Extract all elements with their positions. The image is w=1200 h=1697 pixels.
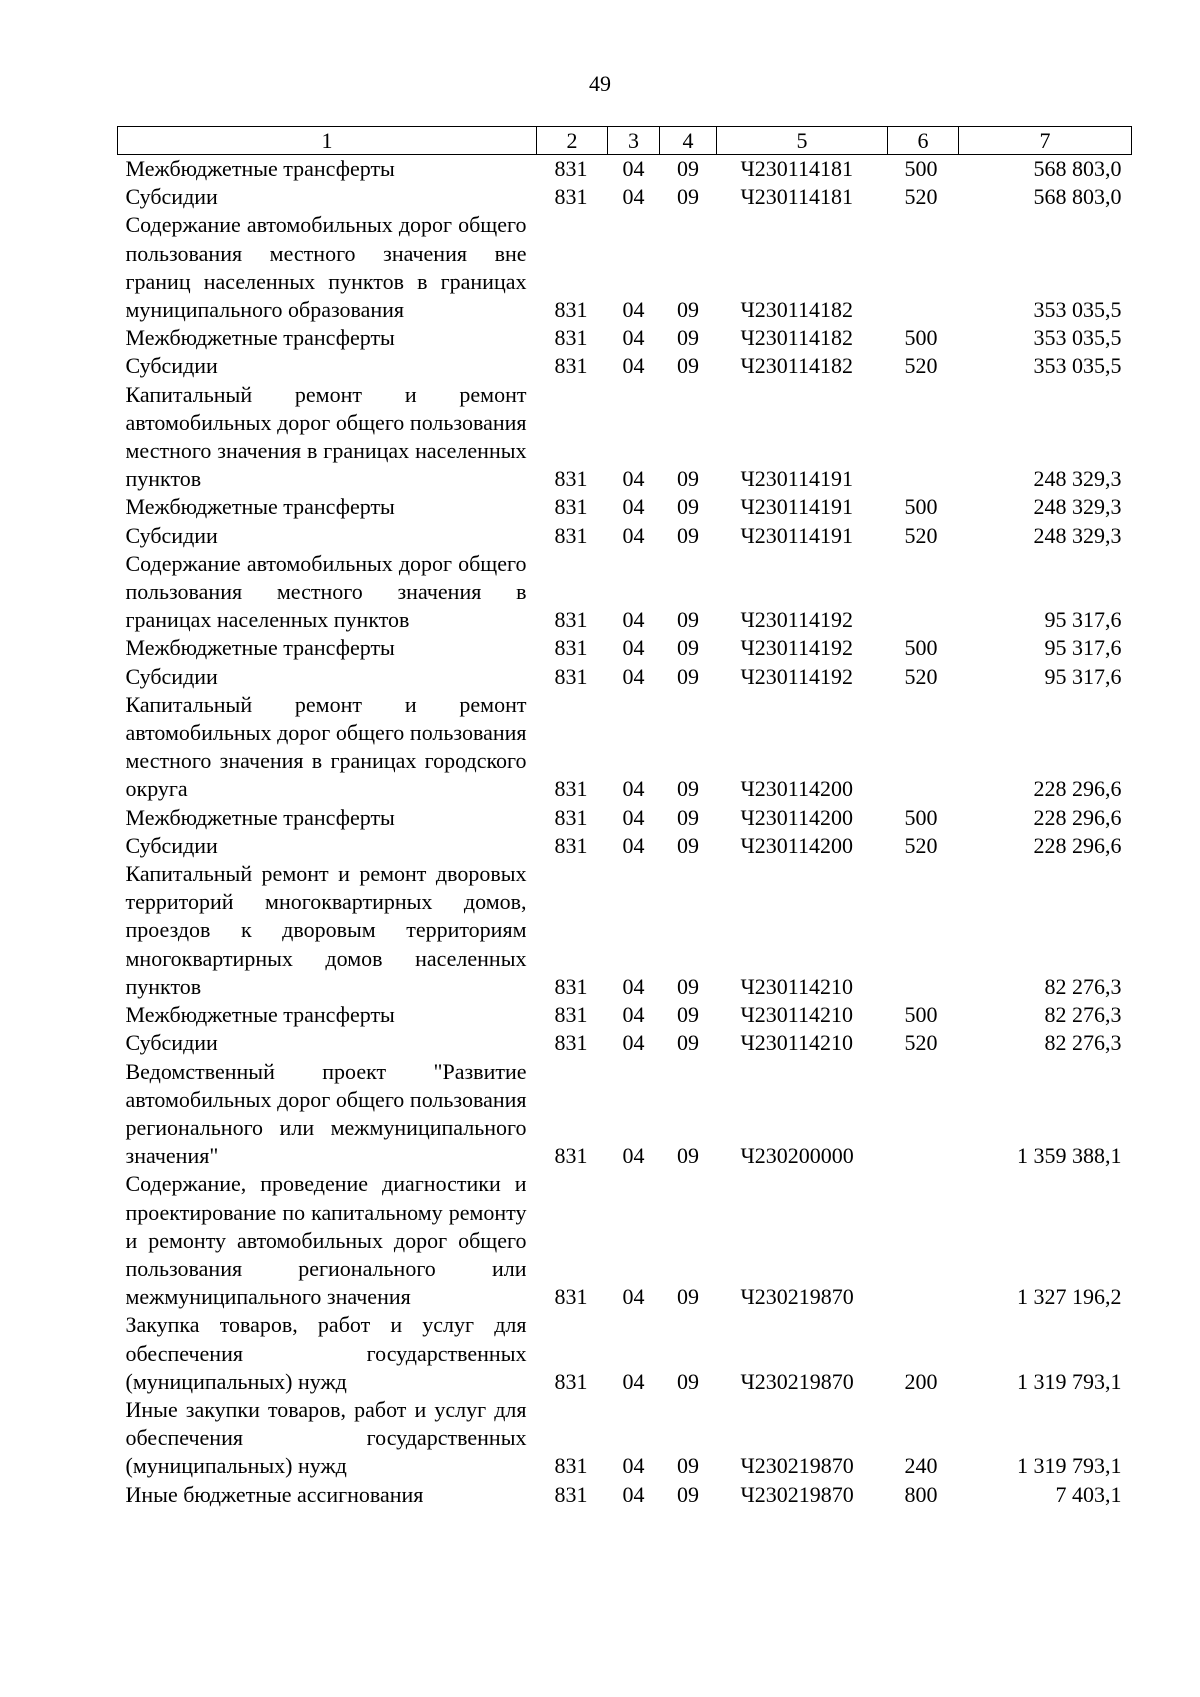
header-row [118,127,1132,155]
row-expense-type-cell: 520 [904,522,938,548]
row-code-cell: 831 [554,156,588,181]
row-subsection-cell: 09 [677,156,699,181]
table-header [118,127,1132,155]
table-row [118,691,1132,804]
row-expense-type-cell [888,860,959,1001]
table-row [118,663,1132,691]
row-section-cell: 04 [622,804,645,830]
row-subsection-cell: 09 [677,494,699,520]
row-name-cell [118,1170,537,1311]
row-amount-cell: 1 319 793,1 [1017,1368,1122,1394]
table-row [118,493,1132,521]
row-amount-cell: 353 035,5 [1033,325,1122,351]
row-name-text: Межбюджетные трансферты [125,804,395,830]
row-target-cell: Ч230200000 [740,1143,854,1169]
row-name-cell [118,550,537,635]
row-subsection-cell: 09 [677,184,699,210]
row-target-cell: Ч230114181 [740,156,853,181]
row-amount-cell: 228 296,6 [1033,804,1122,830]
row-subsection-cell: 09 [677,1481,699,1507]
row-name-cell [118,634,537,662]
row-code-cell: 831 [554,1030,588,1056]
row-code-cell: 831 [554,1368,588,1394]
row-amount-cell: 82 276,3 [1044,973,1122,999]
row-name-cell [118,663,537,691]
row-amount-cell: 568 803,0 [1033,156,1122,181]
row-target-cell: Ч230219870 [740,1368,854,1394]
row-section-cell: 04 [622,1368,645,1394]
row-amount-cell: 353 035,5 [1033,353,1122,379]
row-target-cell: Ч230114182 [740,353,853,379]
row-target-cell: Ч230114191 [740,466,853,492]
column-header-1: 1 [118,127,537,155]
row-code-cell: 831 [554,973,588,999]
row-amount-cell: 353 035,5 [1033,297,1122,323]
column-header-6: 6 [888,127,959,155]
row-code-cell: 831 [554,1143,588,1169]
row-code-cell: 831 [554,522,588,548]
row-amount-cell: 248 329,3 [1033,522,1122,548]
row-section-cell: 04 [622,353,645,379]
row-subsection-cell: 09 [677,973,699,999]
row-expense-type-cell: 520 [904,353,938,379]
row-name-text: Субсидии [125,353,218,379]
table-row [118,522,1132,550]
row-section-cell: 04 [622,1453,645,1479]
row-section-cell: 04 [622,522,645,548]
row-section-cell: 04 [622,1284,645,1310]
row-code-cell: 831 [554,776,588,802]
row-name-text: Капитальный ремонт и ремонт автомобильных дорог общего пользования местного значения в границах населенных пунктов [125,381,527,492]
row-name-text: Ведомственный проект "Развитие автомобильных дорог общего пользования регионального или межмуниципального значения" [125,1058,527,1169]
row-expense-type-cell: 500 [904,635,938,661]
table-row [118,1396,1132,1481]
row-section-cell: 04 [622,1143,645,1169]
row-section-cell: 04 [622,1002,645,1028]
row-section-cell: 04 [622,184,645,210]
row-subsection-cell: 09 [677,522,699,548]
row-expense-type-cell: 500 [904,1002,938,1028]
row-section-cell: 04 [622,832,645,858]
column-header-7: 7 [959,127,1132,155]
row-section-cell: 04 [622,663,645,689]
row-name-cell [118,1001,537,1029]
table-row [118,860,1132,1001]
row-code-cell: 831 [554,494,588,520]
table-row [118,183,1132,211]
row-target-cell: Ч230114200 [740,832,853,858]
row-subsection-cell: 09 [677,297,699,323]
row-name-cell [118,832,537,860]
row-section-cell: 04 [622,776,645,802]
row-subsection-cell: 09 [677,353,699,379]
row-name-text: Иные бюджетные ассигнования [125,1481,424,1507]
row-name-cell [118,522,537,550]
row-name-cell [118,155,537,184]
row-name-cell [118,211,537,324]
row-name-cell [118,1311,537,1396]
row-name-cell [118,324,537,352]
budget-table [117,126,1132,1509]
row-subsection-cell: 09 [677,663,699,689]
row-code-cell: 831 [554,1481,588,1507]
row-expense-type-cell [888,1058,959,1171]
table-row [118,381,1132,494]
row-target-cell: Ч230114210 [740,1002,853,1028]
row-subsection-cell: 09 [677,1143,699,1169]
row-expense-type-cell: 200 [904,1368,938,1394]
row-name-cell [118,381,537,494]
row-amount-cell: 248 329,3 [1033,494,1122,520]
row-code-cell: 831 [554,832,588,858]
table-row [118,155,1132,184]
row-code-cell: 831 [554,804,588,830]
row-name-text: Межбюджетные трансферты [125,494,395,520]
row-name-text: Содержание, проведение диагностики и проектирование по капитальному ремонту и ремонту автомобильных дорог общего пользования регионального или межмуниципального значения [125,1171,527,1310]
row-name-text: Межбюджетные трансферты [125,156,395,181]
column-header-3: 3 [608,127,660,155]
row-amount-cell: 95 317,6 [1044,635,1122,661]
row-name-cell [118,691,537,804]
row-name-text: Капитальный ремонт и ремонт дворовых территорий многоквартирных домов, проездов к дворовым территориям многоквартирных домов населенных пунктов [125,861,527,999]
row-subsection-cell: 09 [677,1002,699,1028]
row-expense-type-cell: 500 [904,494,938,520]
row-target-cell: Ч230114192 [740,635,853,661]
row-amount-cell: 1 327 196,2 [1017,1284,1122,1310]
row-section-cell: 04 [622,607,645,633]
row-subsection-cell: 09 [677,1453,699,1479]
row-target-cell: Ч230114181 [740,184,853,210]
row-subsection-cell: 09 [677,635,699,661]
table-row [118,1001,1132,1029]
row-expense-type-cell: 240 [904,1453,938,1479]
row-code-cell: 831 [554,353,588,379]
page-number: 49 [589,71,611,96]
table-row [118,634,1132,662]
row-target-cell: Ч230114192 [740,607,853,633]
row-section-cell: 04 [622,973,645,999]
row-target-cell: Ч230114182 [740,297,853,323]
row-amount-cell: 228 296,6 [1033,832,1122,858]
column-header-4: 4 [660,127,717,155]
table-row [118,550,1132,635]
row-subsection-cell: 09 [677,466,699,492]
row-expense-type-cell [888,1170,959,1311]
row-name-text: Иные закупки товаров, работ и услуг для обеспечения государственных (муниципальных) нужд [125,1396,527,1479]
row-target-cell: Ч230114200 [740,804,853,830]
row-name-text: Закупка товаров, работ и услуг для обеспечения государственных (муниципальных) нужд [125,1312,527,1394]
row-name-text: Межбюджетные трансферты [125,1002,395,1028]
row-section-cell: 04 [622,1481,645,1507]
row-name-text: Межбюджетные трансферты [125,635,395,661]
table-row [118,1311,1132,1396]
row-target-cell: Ч230114182 [740,325,853,351]
row-code-cell: 831 [554,1002,588,1028]
row-code-cell: 831 [554,466,588,492]
row-section-cell: 04 [622,466,645,492]
row-name-text: Содержание автомобильных дорог общего пользования местного значения в границах населенных пунктов [125,550,527,633]
column-header-5: 5 [717,127,888,155]
row-code-cell: 831 [554,607,588,633]
row-amount-cell: 82 276,3 [1044,1002,1122,1028]
row-expense-type-cell [888,550,959,635]
row-amount-cell: 95 317,6 [1044,663,1122,689]
row-name-cell [118,1029,537,1057]
table-row [118,1058,1132,1171]
row-target-cell: Ч230114210 [740,973,853,999]
row-expense-type-cell [888,381,959,494]
row-expense-type-cell [888,211,959,324]
row-name-text: Субсидии [125,1030,218,1056]
row-target-cell: Ч230114200 [740,776,853,802]
row-name-cell [118,1481,537,1509]
row-name-text: Субсидии [125,522,218,548]
row-code-cell: 831 [554,184,588,210]
row-code-cell: 831 [554,297,588,323]
row-amount-cell: 82 276,3 [1044,1030,1122,1056]
row-subsection-cell: 09 [677,607,699,633]
row-amount-cell: 228 296,6 [1033,776,1122,802]
row-target-cell: Ч230114191 [740,522,853,548]
table-row [118,1481,1132,1509]
row-subsection-cell: 09 [677,1030,699,1056]
row-name-text: Капитальный ремонт и ремонт автомобильных дорог общего пользования местного значения в границах городского округа [125,691,527,802]
row-target-cell: Ч230114210 [740,1030,853,1056]
table-row [118,324,1132,352]
row-subsection-cell: 09 [677,325,699,351]
table-row [118,832,1132,860]
row-target-cell: Ч230114191 [740,494,853,520]
row-section-cell: 04 [622,325,645,351]
row-section-cell: 04 [622,635,645,661]
row-target-cell: Ч230219870 [740,1481,854,1507]
row-subsection-cell: 09 [677,1368,699,1394]
row-name-cell [118,1396,537,1481]
row-section-cell: 04 [622,156,645,181]
table-row [118,804,1132,832]
row-name-cell [118,493,537,521]
row-name-cell [118,1058,537,1171]
row-code-cell: 831 [554,1284,588,1310]
row-code-cell: 831 [554,325,588,351]
row-amount-cell: 1 359 388,1 [1017,1143,1122,1169]
row-code-cell: 831 [554,1453,588,1479]
row-subsection-cell: 09 [677,804,699,830]
row-name-text: Субсидии [125,184,218,210]
row-expense-type-cell [888,691,959,804]
row-name-text: Содержание автомобильных дорог общего пользования местного значения вне границ населенных пунктов в границах муниципального образования [125,212,527,323]
row-section-cell: 04 [622,494,645,520]
row-subsection-cell: 09 [677,832,699,858]
row-name-text: Субсидии [125,663,218,689]
row-expense-type-cell: 500 [904,804,938,830]
row-section-cell: 04 [622,1030,645,1056]
row-expense-type-cell: 520 [904,184,938,210]
row-amount-cell: 95 317,6 [1044,607,1122,633]
table-row [118,352,1132,380]
table-row [118,211,1132,324]
column-header-2: 2 [537,127,608,155]
row-expense-type-cell: 500 [904,156,938,181]
row-name-cell [118,352,537,380]
row-name-text: Субсидии [125,832,218,858]
row-expense-type-cell: 520 [904,832,938,858]
table-row [118,1170,1132,1311]
row-amount-cell: 248 329,3 [1033,466,1122,492]
table-row [118,1029,1132,1057]
row-name-cell [118,183,537,211]
row-name-text: Межбюджетные трансферты [125,325,395,351]
row-name-cell [118,804,537,832]
row-name-cell [118,860,537,1001]
row-target-cell: Ч230219870 [740,1284,854,1310]
row-amount-cell: 1 319 793,1 [1017,1453,1122,1479]
row-target-cell: Ч230219870 [740,1453,854,1479]
row-expense-type-cell: 520 [904,663,938,689]
row-expense-type-cell: 520 [904,1030,938,1056]
row-subsection-cell: 09 [677,1284,699,1310]
row-subsection-cell: 09 [677,776,699,802]
row-target-cell: Ч230114192 [740,663,853,689]
row-code-cell: 831 [554,635,588,661]
row-expense-type-cell: 800 [904,1481,938,1507]
row-amount-cell: 568 803,0 [1033,184,1122,210]
row-expense-type-cell: 500 [904,325,938,351]
row-section-cell: 04 [622,297,645,323]
row-amount-cell: 7 403,1 [1055,1481,1122,1507]
table-body [118,155,1132,1509]
row-code-cell: 831 [554,663,588,689]
